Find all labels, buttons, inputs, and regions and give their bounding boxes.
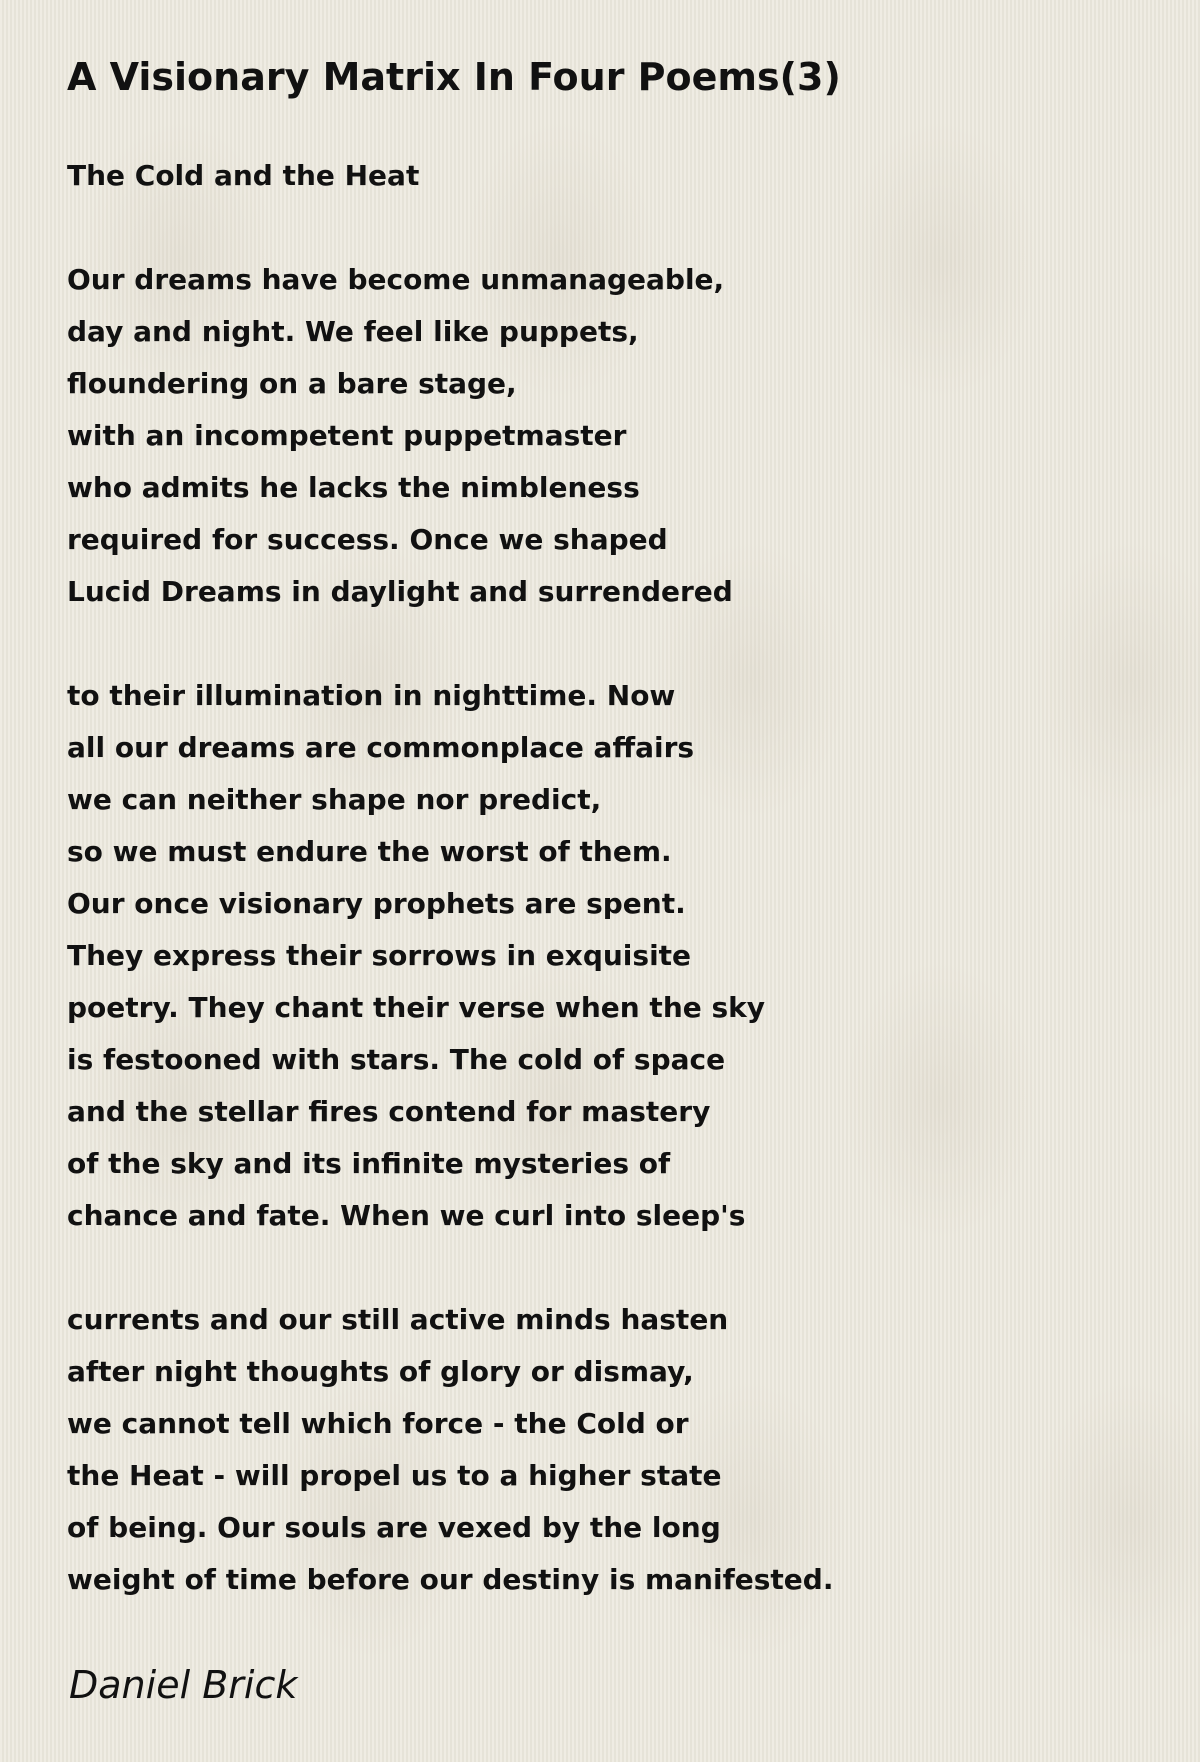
- poem-line: poetry. They chant their verse when the sky: [67, 991, 766, 1024]
- poem-line: to their illumination in nighttime. Now: [67, 679, 676, 712]
- poem-line: with an incompetent puppetmaster: [67, 419, 627, 452]
- poem-line: They express their sorrows in exquisite: [67, 939, 692, 972]
- poem-subtitle: The Cold and the Heat: [67, 159, 420, 192]
- poem-line: after night thoughts of glory or dismay,: [67, 1355, 694, 1388]
- stanza-break: [67, 1242, 1147, 1294]
- poem-line: so we must endure the worst of them.: [67, 835, 672, 868]
- poem-line: the Heat - will propel us to a higher state: [67, 1459, 722, 1492]
- poem-line: we cannot tell which force - the Cold or: [67, 1407, 689, 1440]
- poem-line: currents and our still active minds hasten: [67, 1303, 729, 1336]
- poem-line: day and night. We feel like puppets,: [67, 315, 639, 348]
- poem-line: is festooned with stars. The cold of space: [67, 1043, 726, 1076]
- poem-line: we can neither shape nor predict,: [67, 783, 602, 816]
- poem-line: and the stellar fires contend for mastery: [67, 1095, 711, 1128]
- poem-line: all our dreams are commonplace affairs: [67, 731, 695, 764]
- poem-author: Daniel Brick: [69, 1663, 298, 1707]
- stanza-break: [67, 202, 1147, 254]
- poem-line: of being. Our souls are vexed by the long: [67, 1511, 721, 1544]
- poem-title: A Visionary Matrix In Four Poems(3): [67, 55, 841, 99]
- poem-line: chance and fate. When we curl into sleep's: [67, 1199, 746, 1232]
- stanza-2: [67, 670, 1147, 1242]
- poem-line: floundering on a bare stage,: [67, 367, 517, 400]
- poem-line: of the sky and its infinite mysteries of: [67, 1147, 671, 1180]
- poem-line: required for success. Once we shaped: [67, 523, 668, 556]
- poem-line: Our once visionary prophets are spent.: [67, 887, 686, 920]
- poem-body: [67, 150, 1147, 1606]
- poem-line: Lucid Dreams in daylight and surrendered: [67, 575, 733, 608]
- poem-line: who admits he lacks the nimbleness: [67, 471, 640, 504]
- poem-line: Our dreams have become unmanageable,: [67, 263, 725, 296]
- stanza-break: [67, 618, 1147, 670]
- stanza-3: [67, 1294, 1147, 1606]
- poem-line: weight of time before our destiny is manifested.: [67, 1563, 834, 1596]
- stanza-1: [67, 254, 1147, 618]
